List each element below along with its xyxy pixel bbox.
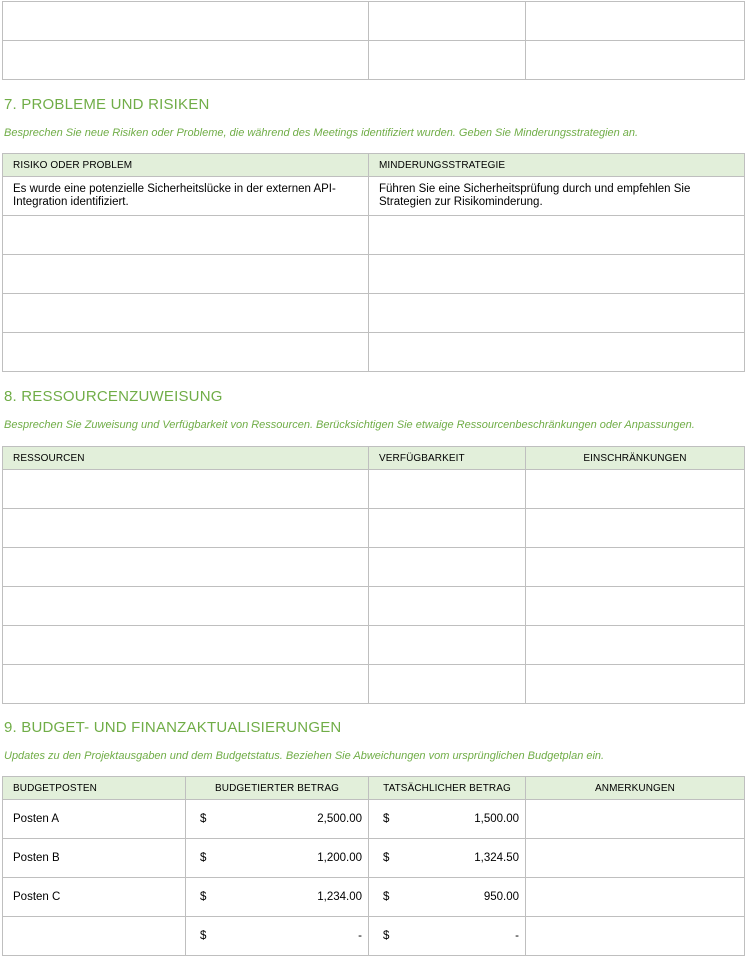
budget-item-cell[interactable]: Posten B <box>3 839 186 878</box>
currency-symbol: $ <box>383 891 390 903</box>
table-row <box>3 665 745 704</box>
table-cell[interactable] <box>3 41 369 80</box>
section-7-title: 7. PROBLEME UND RISIKEN <box>4 96 210 113</box>
currency-symbol: $ <box>200 813 207 825</box>
table-row <box>3 548 745 587</box>
section-9-description: Updates zu den Projektausgaben und dem Budgetstatus. Beziehen Sie Abweichungen vom ursprünglichen Budgetplan ein. <box>4 750 605 762</box>
table-cell[interactable] <box>369 333 745 372</box>
table-cell[interactable] <box>369 626 526 665</box>
currency-symbol: $ <box>383 930 390 942</box>
table-header-row <box>3 777 745 800</box>
section-7-description: Besprechen Sie neue Risiken oder Probleme, die während des Meetings identifiziert wurden. Geben Sie Minderungsstrategien an. <box>4 127 639 139</box>
notes-cell[interactable] <box>526 917 745 956</box>
notes-cell[interactable] <box>526 800 745 839</box>
section-8-description: Besprechen Sie Zuweisung und Verfügbarkeit von Ressourcen. Berücksichtigen Sie etwaige Ressourcenbeschränkungen oder Anpassungen. <box>4 419 695 431</box>
table-cell[interactable] <box>3 255 369 294</box>
table-cell[interactable]: Führen Sie eine Sicherheitsprüfung durch und empfehlen Sie Strategien zur Risikominderung. <box>369 177 745 216</box>
table-cell[interactable] <box>3 587 369 626</box>
amount-value: 1,324.50 <box>474 852 519 864</box>
table-cell[interactable] <box>3 626 369 665</box>
table-cell[interactable] <box>3 216 369 255</box>
table-cell[interactable] <box>3 2 369 41</box>
table-cell[interactable] <box>369 255 745 294</box>
budgeted-amount-cell[interactable] <box>186 878 369 917</box>
amount-value: 1,200.00 <box>317 852 362 864</box>
table-cell[interactable] <box>369 216 745 255</box>
amount-value: - <box>358 930 362 942</box>
table-row <box>3 294 745 333</box>
column-header-mitigation: MINDERUNGSSTRATEGIE <box>369 154 745 177</box>
budgeted-amount-cell[interactable] <box>186 917 369 956</box>
table-cell[interactable] <box>526 626 745 665</box>
column-header-constraints: EINSCHRÄNKUNGEN <box>526 447 745 470</box>
amount-value: 1,500.00 <box>474 813 519 825</box>
amount-value: - <box>515 930 519 942</box>
table-cell[interactable] <box>526 470 745 509</box>
table-row <box>3 216 745 255</box>
budgeted-amount-cell[interactable] <box>186 839 369 878</box>
column-header-resources: RESSOURCEN <box>3 447 369 470</box>
table-cell[interactable] <box>369 2 526 41</box>
table-cell[interactable] <box>3 294 369 333</box>
column-header-actual-amount: TATSÄCHLICHER BETRAG <box>369 777 526 800</box>
actual-amount-cell[interactable] <box>369 839 526 878</box>
currency-symbol: $ <box>200 852 207 864</box>
table-row <box>3 839 745 878</box>
resources-table <box>2 446 745 704</box>
table-cell[interactable] <box>526 2 745 41</box>
table-cell[interactable] <box>369 509 526 548</box>
currency-symbol: $ <box>383 813 390 825</box>
table-cell[interactable]: Es wurde eine potenzielle Sicherheitslücke in der externen API-Integration identifiziert. <box>3 177 369 216</box>
amount-value: 950.00 <box>483 891 519 903</box>
table-row <box>3 626 745 665</box>
currency-symbol: $ <box>383 852 390 864</box>
table-row <box>3 255 745 294</box>
column-header-availability: VERFÜGBARKEIT <box>369 447 526 470</box>
table-header-row <box>3 447 745 470</box>
table-cell[interactable] <box>369 41 526 80</box>
table-cell[interactable] <box>369 548 526 587</box>
budgeted-amount-cell[interactable] <box>186 800 369 839</box>
actual-amount-cell[interactable] <box>369 800 526 839</box>
notes-cell[interactable] <box>526 878 745 917</box>
table-row <box>3 509 745 548</box>
budget-item-cell[interactable]: Posten C <box>3 878 186 917</box>
budget-item-cell[interactable]: Posten A <box>3 800 186 839</box>
table-row <box>3 2 745 41</box>
table-row <box>3 587 745 626</box>
table-row <box>3 177 745 216</box>
budget-table <box>2 776 745 956</box>
table-row <box>3 41 745 80</box>
table-cell[interactable] <box>369 587 526 626</box>
currency-symbol: $ <box>200 930 207 942</box>
table-cell[interactable] <box>3 470 369 509</box>
table-row <box>3 917 745 956</box>
notes-cell[interactable] <box>526 839 745 878</box>
table-cell[interactable] <box>369 470 526 509</box>
table-row <box>3 878 745 917</box>
table-cell[interactable] <box>526 587 745 626</box>
amount-value: 2,500.00 <box>317 813 362 825</box>
amount-value: 1,234.00 <box>317 891 362 903</box>
table-header-row <box>3 154 745 177</box>
table-cell[interactable] <box>3 509 369 548</box>
table-cell[interactable] <box>526 665 745 704</box>
table-cell[interactable] <box>369 665 526 704</box>
table-cell[interactable] <box>3 333 369 372</box>
column-header-risk: RISIKO ODER PROBLEM <box>3 154 369 177</box>
column-header-budgeted-amount: BUDGETIERTER BETRAG <box>186 777 369 800</box>
table-cell[interactable] <box>526 41 745 80</box>
column-header-notes: ANMERKUNGEN <box>526 777 745 800</box>
top-continuation-table <box>2 1 745 80</box>
currency-symbol: $ <box>200 891 207 903</box>
table-cell[interactable] <box>3 548 369 587</box>
table-cell[interactable] <box>526 548 745 587</box>
table-cell[interactable] <box>369 294 745 333</box>
section-8-title: 8. RESSOURCENZUWEISUNG <box>4 388 223 405</box>
table-cell[interactable] <box>3 665 369 704</box>
table-row <box>3 333 745 372</box>
column-header-budget-item: BUDGETPOSTEN <box>3 777 186 800</box>
table-row <box>3 470 745 509</box>
budget-item-cell[interactable] <box>3 917 186 956</box>
section-9-title: 9. BUDGET- UND FINANZAKTUALISIERUNGEN <box>4 719 342 736</box>
risks-table <box>2 153 745 372</box>
table-cell[interactable] <box>526 509 745 548</box>
table-row <box>3 800 745 839</box>
actual-amount-cell[interactable] <box>369 878 526 917</box>
actual-amount-cell[interactable] <box>369 917 526 956</box>
